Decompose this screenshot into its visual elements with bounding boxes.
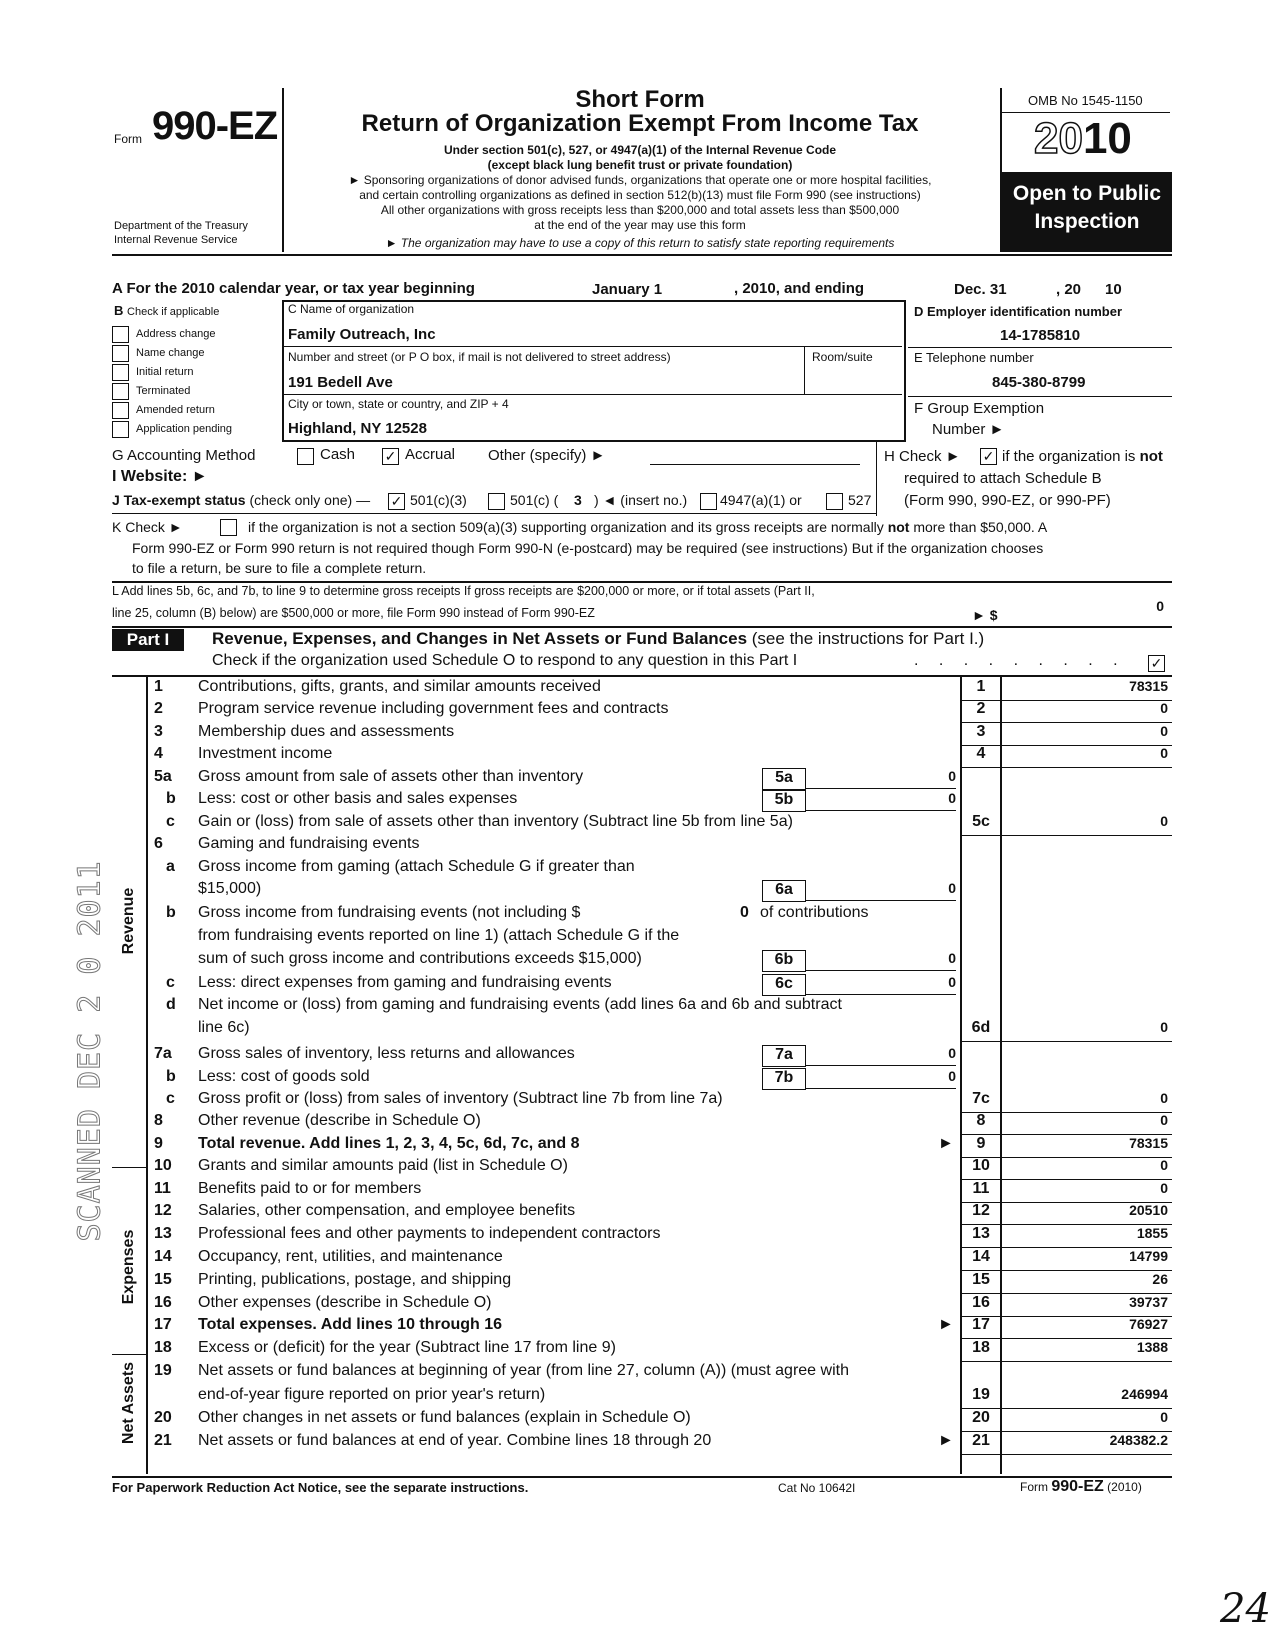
l-value[interactable]: 0 — [1156, 598, 1164, 614]
cat-number: Cat No 10642I — [778, 1481, 856, 1495]
k-rule — [112, 581, 1172, 583]
open-public-box — [1002, 172, 1172, 252]
line-amount[interactable]: 0 — [1160, 1090, 1168, 1106]
line-label: 17 — [972, 1316, 990, 1333]
line-row — [0, 835, 1280, 858]
line-description: Contributions, gifts, grants, and similar amounts received — [198, 678, 601, 695]
line-row — [0, 1068, 1280, 1091]
line-amount[interactable]: 0 — [1160, 1180, 1168, 1196]
line-row — [0, 904, 1280, 927]
group-exemption-number: Number ► — [932, 421, 1005, 438]
line-row — [0, 974, 1280, 997]
form-number: 990-EZ — [152, 104, 278, 148]
line-description: line 6c) — [198, 1019, 250, 1036]
line-description: Professional fees and other payments to independent contractors — [198, 1225, 661, 1242]
line-description: Membership dues and assessments — [198, 723, 455, 740]
line-a-yr[interactable]: 10 — [1105, 281, 1122, 298]
b-title-text: Check if applicable — [127, 306, 220, 318]
line-description: Salaries, other compensation, and employee benefits — [198, 1202, 576, 1219]
line-description: Other changes in net assets or fund balances (explain in Schedule O) — [198, 1409, 691, 1426]
line-row — [0, 1432, 1280, 1455]
line-amount[interactable]: 0 — [1160, 1019, 1168, 1035]
k-check-label: K Check ► — [112, 519, 183, 535]
inner-box-amount[interactable]: 0 — [806, 790, 956, 811]
d-rule-1 — [908, 347, 1172, 348]
form-title-short: Short Form — [575, 86, 705, 113]
line-arrow: ► — [938, 1135, 954, 1152]
h-not: not — [1139, 448, 1163, 465]
omb-number: OMB No 1545-1150 — [1028, 93, 1143, 108]
line-row — [0, 858, 1280, 881]
line-a-yr-prefix: , 20 — [1056, 281, 1082, 298]
501c3-checkbox[interactable]: ✓ — [388, 493, 405, 510]
line-amount[interactable]: 0 — [1160, 723, 1168, 739]
line-row — [0, 768, 1280, 791]
accounting-method-label: G Accounting Method — [112, 447, 256, 464]
line-number: 5a — [154, 768, 172, 785]
line-amount[interactable]: 78315 — [1129, 678, 1168, 694]
line-number: 10 — [154, 1157, 172, 1174]
line-label: 20 — [972, 1409, 990, 1426]
l-rule — [112, 626, 1172, 628]
line-number: 2 — [154, 700, 163, 717]
line-description: Gross amount from sale of assets other than inventory — [198, 768, 584, 785]
line-amount[interactable]: 0 — [1160, 745, 1168, 761]
h-text-1 — [1002, 448, 1163, 465]
line-amount[interactable]: 0 — [1160, 700, 1168, 716]
tax-exempt-label — [112, 492, 370, 508]
line-description: Excess or (deficit) for the year (Subtract line 17 from line 9) — [198, 1339, 616, 1356]
ein-value[interactable]: 14-1785810 — [1000, 327, 1081, 344]
footer-form-number: 990-EZ — [1051, 1478, 1104, 1495]
schedule-o-checkbox[interactable]: ✓ — [1148, 655, 1165, 672]
line-description: Grants and similar amounts paid (list in Schedule O) — [198, 1157, 568, 1174]
line-description: Gross income from gaming (attach Schedule G if greater than — [198, 858, 635, 875]
line-label: 15 — [972, 1271, 990, 1288]
line-label: 21 — [972, 1432, 990, 1449]
part1-check-dots: . . . . . . . . . — [914, 652, 1126, 669]
address-change-label: Address change — [136, 328, 216, 340]
line-sub-letter: a — [166, 858, 175, 875]
inner-box-amount[interactable]: 0 — [806, 880, 956, 901]
line-a-label: A For the 2010 calendar year, or tax year beginning — [112, 280, 475, 297]
d-rule-2 — [908, 396, 1172, 397]
inner-box-amount[interactable]: 0 — [806, 1068, 956, 1089]
line-label: 6d — [971, 1019, 991, 1036]
l-line-2: line 25, column (B) below) are $500,000 or more, file Form 990 instead of Form 990-EZ — [112, 606, 595, 620]
inner-box-amount[interactable]: 0 — [806, 1045, 956, 1066]
street-label: Number and street (or P O box, if mail is not delivered to street address) — [288, 350, 671, 364]
page-note: 24 — [1220, 1586, 1271, 1632]
org-rule-1 — [284, 346, 902, 347]
k-line-1b: if the organization is not a section 509(a)(3) supporting organization and its gross receipts are normally — [248, 519, 884, 535]
line-description: Gaming and fundraising events — [198, 835, 420, 852]
line-row — [0, 1409, 1280, 1432]
line-sub-letter: d — [166, 996, 176, 1013]
line-row — [0, 1045, 1280, 1068]
line-amount[interactable]: 0 — [1160, 813, 1168, 829]
line-row — [0, 1248, 1280, 1271]
line-row — [0, 1202, 1280, 1225]
h-text-1a: if the organization is — [1002, 448, 1136, 465]
k-line-3: to file a return, be sure to file a complete return. — [132, 560, 427, 576]
line-row — [0, 723, 1280, 746]
line-description: Less: cost or other basis and sales expenses — [198, 790, 518, 807]
org-name[interactable]: Family Outreach, Inc — [288, 326, 436, 343]
part1-tag: Part I — [112, 629, 184, 651]
501c-label: 501(c) ( — [510, 492, 559, 508]
line-a-mid: , 2010, and ending — [734, 280, 865, 297]
inner-box-label: 6a — [762, 880, 806, 902]
inner-box-label: 5a — [762, 768, 806, 790]
line-description: Gross sales of inventory, less returns and allowances — [198, 1045, 575, 1062]
line-description: Other revenue (describe in Schedule O) — [198, 1112, 481, 1129]
line-label: 13 — [972, 1225, 990, 1242]
line-row — [0, 1271, 1280, 1294]
line-number: 9 — [154, 1135, 163, 1152]
k-not: not — [887, 519, 910, 535]
line-sub-letter: b — [166, 790, 176, 807]
footer-form-prefix: Form — [1020, 1480, 1048, 1494]
k-line-1-text — [248, 519, 1047, 535]
line-row — [0, 1316, 1280, 1339]
website-label: I Website: ► — [112, 468, 208, 485]
org-name-label: C Name of organization — [288, 302, 415, 316]
open-public-line2: Inspection — [1034, 210, 1140, 233]
ein-label: D Employer identification number — [914, 304, 1123, 319]
k-checkbox[interactable] — [220, 519, 237, 536]
line-amount[interactable]: 20510 — [1129, 1202, 1168, 1218]
line-sub-letter: b — [166, 904, 176, 921]
b-title — [114, 303, 219, 318]
line-label: 11 — [972, 1180, 990, 1197]
phone-label: E Telephone number — [914, 350, 1034, 365]
l-line-1: L Add lines 5b, 6c, and 7b, to line 9 to determine gross receipts If gross receipts are $200,000 or more, or if total assets (Part II, — [112, 584, 815, 598]
line-row — [0, 950, 1280, 973]
line-description: Total revenue. Add lines 1, 2, 3, 4, 5c, 6d, 7c, and 8 — [198, 1135, 580, 1152]
terminated-checkbox[interactable] — [112, 383, 129, 400]
line-description: Gross income from fundraising events (not including $ — [198, 904, 581, 921]
other-method-label: Other (specify) ► — [488, 447, 606, 464]
line-description: Net assets or fund balances at end of year. Combine lines 18 through 20 — [198, 1432, 712, 1449]
initial-return-label: Initial return — [136, 366, 194, 378]
k-line-1 — [112, 519, 183, 535]
line-label: 9 — [976, 1135, 986, 1152]
line-number: 20 — [154, 1409, 172, 1426]
room-divider — [804, 346, 805, 394]
inner-box-label: 6b — [762, 950, 806, 972]
line-amount[interactable]: 246994 — [1121, 1386, 1168, 1402]
part1-title-suffix: (see the instructions for Part I.) — [747, 629, 985, 648]
footer-form — [1020, 1478, 1142, 1496]
header-divider-left — [282, 88, 284, 252]
inner-box-amount[interactable]: 0 — [806, 974, 956, 995]
501c3-label: 501(c)(3) — [410, 492, 467, 508]
h-text-3: (Form 990, 990-EZ, or 990-PF) — [904, 492, 1111, 509]
line-description: from fundraising events reported on line 1) (attach Schedule G if the — [198, 927, 680, 944]
line-row — [0, 813, 1280, 836]
line-label: 7c — [972, 1090, 990, 1107]
line-row — [0, 1386, 1280, 1409]
line-description: end-of-year figure reported on prior year's return) — [198, 1386, 546, 1403]
j-rule — [112, 513, 876, 514]
line-row — [0, 1180, 1280, 1203]
tax-year-bold: 10 — [1082, 114, 1132, 163]
scanned-stamp: SCANNED DEC 2 0 2011 — [72, 860, 108, 1242]
line-sub-letter: c — [166, 813, 175, 830]
h-divider — [876, 442, 877, 516]
application-pending-checkbox[interactable] — [112, 421, 129, 438]
line-description: Gross profit or (loss) from sales of inventory (Subtract line 7b from line 7a) — [198, 1090, 723, 1107]
line-sub-letter: b — [166, 1068, 176, 1085]
line-description: Printing, publications, postage, and shipping — [198, 1271, 512, 1288]
line-row — [0, 996, 1280, 1019]
inner-box-label: 7b — [762, 1068, 806, 1090]
amount-rule — [960, 1041, 1172, 1042]
city-label: City or town, state or country, and ZIP + 4 — [288, 397, 509, 411]
line-label: 8 — [976, 1112, 986, 1129]
dept-treasury: Department of the Treasury — [114, 220, 248, 232]
part1-check-text: Check if the organization used Schedule O to respond to any question in this Part I — [212, 652, 798, 669]
line-label: 5c — [972, 813, 990, 830]
line-description: Net assets or fund balances at beginning of year (from line 27, column (A)) (must agree with — [198, 1362, 849, 1379]
form-under-text: Under section 501(c), 527, or 4947(a)(1) of the Internal Revenue Code — [443, 143, 837, 157]
form-except-text: (except black lung benefit trust or private foundation) — [487, 158, 793, 172]
line-description: Net income or (loss) from gaming and fundraising events (add lines 6a and 6b and subtract — [198, 996, 842, 1013]
street-address[interactable]: 191 Bedell Ave — [288, 374, 393, 391]
amount-rule — [960, 1454, 1172, 1455]
revenue-label: Revenue — [120, 887, 137, 955]
501c-end: ) ◄ (insert no.) — [594, 492, 688, 508]
terminated-label: Terminated — [136, 385, 191, 397]
line-description: Program service revenue including government fees and contracts — [198, 700, 669, 717]
527-checkbox[interactable] — [826, 493, 843, 510]
part1-rule — [112, 675, 1172, 677]
line-row — [0, 1362, 1280, 1385]
line-label: 3 — [976, 723, 986, 740]
omb-rule — [1002, 112, 1170, 113]
527-label: 527 — [848, 492, 872, 508]
footer-form-year: (2010) — [1107, 1480, 1142, 1494]
line-label: 16 — [972, 1294, 990, 1311]
address-change-checkbox[interactable] — [112, 326, 129, 343]
line-row — [0, 745, 1280, 768]
line-number: 11 — [154, 1180, 171, 1197]
net-assets-label: Net Assets — [120, 1361, 137, 1445]
line-inline-text: of contributions — [760, 904, 869, 921]
line-number: 14 — [154, 1248, 172, 1265]
copy-note: ► The organization may have to use a copy of this return to satisfy state reporting requirements — [385, 236, 895, 250]
tax-year-outline: 20 — [1034, 114, 1083, 163]
line-number: 21 — [154, 1432, 172, 1449]
line-sub-letter: c — [166, 1090, 175, 1107]
group-exemption-label: F Group Exemption — [914, 400, 1045, 417]
line-row — [0, 1112, 1280, 1135]
line-row — [0, 1225, 1280, 1248]
header-bottom-rule — [112, 254, 1172, 256]
line-row — [0, 700, 1280, 723]
open-public-line1: Open to Public — [1012, 182, 1162, 205]
line-arrow: ► — [938, 1432, 954, 1449]
sponsor-line-3: All other organizations with gross receipts less than $200,000 and total assets less than $500,000 — [380, 203, 900, 217]
initial-return-checkbox[interactable] — [112, 364, 129, 381]
line-number: 3 — [154, 723, 163, 740]
cash-label: Cash — [320, 446, 356, 463]
line-description: Other expenses (describe in Schedule O) — [198, 1294, 492, 1311]
line-amount[interactable]: 248382.2 — [1109, 1432, 1168, 1448]
other-method-line[interactable] — [650, 464, 860, 465]
line-amount[interactable]: 0 — [1160, 1112, 1168, 1128]
line-amount[interactable]: 78315 — [1129, 1135, 1168, 1151]
org-rule-2 — [284, 394, 902, 395]
amended-return-label: Amended return — [136, 404, 215, 416]
line-number: 1 — [154, 678, 163, 695]
line-number: 13 — [154, 1225, 172, 1242]
k-line-1c: more than $50,000. A — [913, 519, 1048, 535]
irs-label: Internal Revenue Service — [114, 234, 238, 246]
line-label: 12 — [972, 1202, 990, 1219]
sponsor-line-2: and certain controlling organizations as defined in section 512(b)(13) must file Form 990 (see instructions) — [359, 188, 921, 202]
amended-return-checkbox[interactable] — [112, 402, 129, 419]
form-prefix: Form — [114, 132, 142, 146]
line-description: Gain or (loss) from sale of assets other than inventory (Subtract line 5b from line 5a) — [198, 813, 793, 830]
form-title-main: Return of Organization Exempt From Income Tax — [361, 110, 919, 137]
line-row — [0, 880, 1280, 903]
line-label: 4 — [976, 745, 986, 762]
line-label: 1 — [976, 678, 986, 695]
tax-year-end[interactable]: Dec. 31 — [954, 281, 1007, 298]
line-description: Less: cost of goods sold — [198, 1068, 370, 1085]
part1-title-bold: Revenue, Expenses, and Changes in Net Assets or Fund Balances — [212, 629, 748, 648]
line-description: Total expenses. Add lines 10 through 16 — [198, 1316, 503, 1333]
accrual-label: Accrual — [405, 446, 456, 463]
line-row — [0, 1339, 1280, 1362]
line-number: 16 — [154, 1294, 172, 1311]
line-inline-value[interactable]: 0 — [740, 904, 749, 921]
inner-box-label: 6c — [762, 974, 806, 996]
line-row — [0, 1157, 1280, 1180]
line-number: 8 — [154, 1112, 163, 1129]
room-label: Room/suite — [812, 350, 873, 364]
l-arrow: ► $ — [972, 607, 998, 623]
inner-box-label: 5b — [762, 790, 806, 812]
city-state-zip[interactable]: Highland, NY 12528 — [288, 420, 427, 437]
paperwork-notice: For Paperwork Reduction Act Notice, see the separate instructions. — [112, 1480, 529, 1495]
line-label: 14 — [972, 1248, 990, 1265]
line-amount[interactable]: 0 — [1160, 1409, 1168, 1425]
accrual-checkbox[interactable]: ✓ — [382, 448, 399, 465]
line-label: 18 — [972, 1339, 990, 1356]
line-number: 7a — [154, 1045, 172, 1062]
application-pending-label: Application pending — [136, 423, 233, 435]
line-arrow: ► — [938, 1316, 954, 1333]
line-amount[interactable]: 26 — [1152, 1271, 1168, 1287]
line-number: 18 — [154, 1339, 172, 1356]
line-amount[interactable]: 14799 — [1129, 1248, 1168, 1264]
line-description: Less: direct expenses from gaming and fundraising events — [198, 974, 612, 991]
k-line-2: Form 990-EZ or Form 990 return is not required though Form 990-N (e-postcard) may be required (see instructions) But if the organization chooses — [132, 540, 1044, 556]
line-description: Investment income — [198, 745, 333, 762]
b-letter: B — [114, 303, 124, 318]
j-paren: (check only one) — — [249, 492, 371, 508]
501c-number[interactable]: 3 — [574, 492, 582, 508]
line-row — [0, 1294, 1280, 1317]
4947-checkbox[interactable] — [700, 493, 717, 510]
name-change-checkbox[interactable] — [112, 345, 129, 362]
schedule-b-checkbox[interactable]: ✓ — [980, 448, 997, 465]
line-number: 12 — [154, 1202, 172, 1219]
inner-box-label: 7a — [762, 1045, 806, 1067]
line-row — [0, 927, 1280, 950]
line-label: 2 — [976, 700, 986, 717]
line-number: 4 — [154, 745, 163, 762]
line-number: 15 — [154, 1271, 172, 1288]
line-amount[interactable]: 1388 — [1136, 1339, 1168, 1355]
501c-checkbox[interactable] — [488, 493, 505, 510]
part1-title — [212, 629, 984, 649]
line-row — [0, 1019, 1280, 1042]
line-amount[interactable]: 39737 — [1129, 1294, 1168, 1310]
sponsor-line-4: at the end of the year may use this form — [534, 218, 746, 232]
tax-year — [1034, 114, 1132, 164]
footer-rule — [112, 1476, 1172, 1478]
line-amount[interactable]: 76927 — [1129, 1316, 1168, 1332]
sponsor-line-1: ► Sponsoring organizations of donor advised funds, organizations that operate one or more hospital facilities, — [348, 173, 932, 187]
j-label: J Tax-exempt status — [112, 492, 246, 508]
line-description: sum of such gross income and contributions exceeds $15,000) — [198, 950, 642, 967]
line-description: $15,000) — [198, 880, 262, 897]
line-row — [0, 678, 1280, 701]
inner-box-amount[interactable]: 0 — [806, 950, 956, 971]
line-description: Benefits paid to or for members — [198, 1180, 422, 1197]
4947-label: 4947(a)(1) or — [720, 492, 802, 508]
line-number: 19 — [154, 1362, 172, 1379]
tax-year-begin[interactable]: January 1 — [592, 281, 663, 298]
line-sub-letter: c — [166, 974, 175, 991]
line-number: 6 — [154, 835, 163, 852]
name-change-label: Name change — [136, 347, 205, 359]
line-description: Occupancy, rent, utilities, and maintenance — [198, 1248, 503, 1265]
phone-value[interactable]: 845-380-8799 — [992, 374, 1086, 391]
expenses-label: Expenses — [120, 1229, 137, 1305]
cash-checkbox[interactable] — [297, 448, 314, 465]
h-check-label: H Check ► — [884, 448, 961, 465]
inner-box-amount[interactable]: 0 — [806, 768, 956, 789]
line-amount[interactable]: 1855 — [1136, 1225, 1168, 1241]
line-row — [0, 1090, 1280, 1113]
line-label: 19 — [972, 1386, 990, 1403]
line-label: 10 — [972, 1157, 990, 1174]
line-number: 17 — [154, 1316, 172, 1333]
line-row — [0, 1135, 1280, 1158]
line-row — [0, 790, 1280, 813]
h-text-2: required to attach Schedule B — [904, 470, 1102, 487]
line-amount[interactable]: 0 — [1160, 1157, 1168, 1173]
